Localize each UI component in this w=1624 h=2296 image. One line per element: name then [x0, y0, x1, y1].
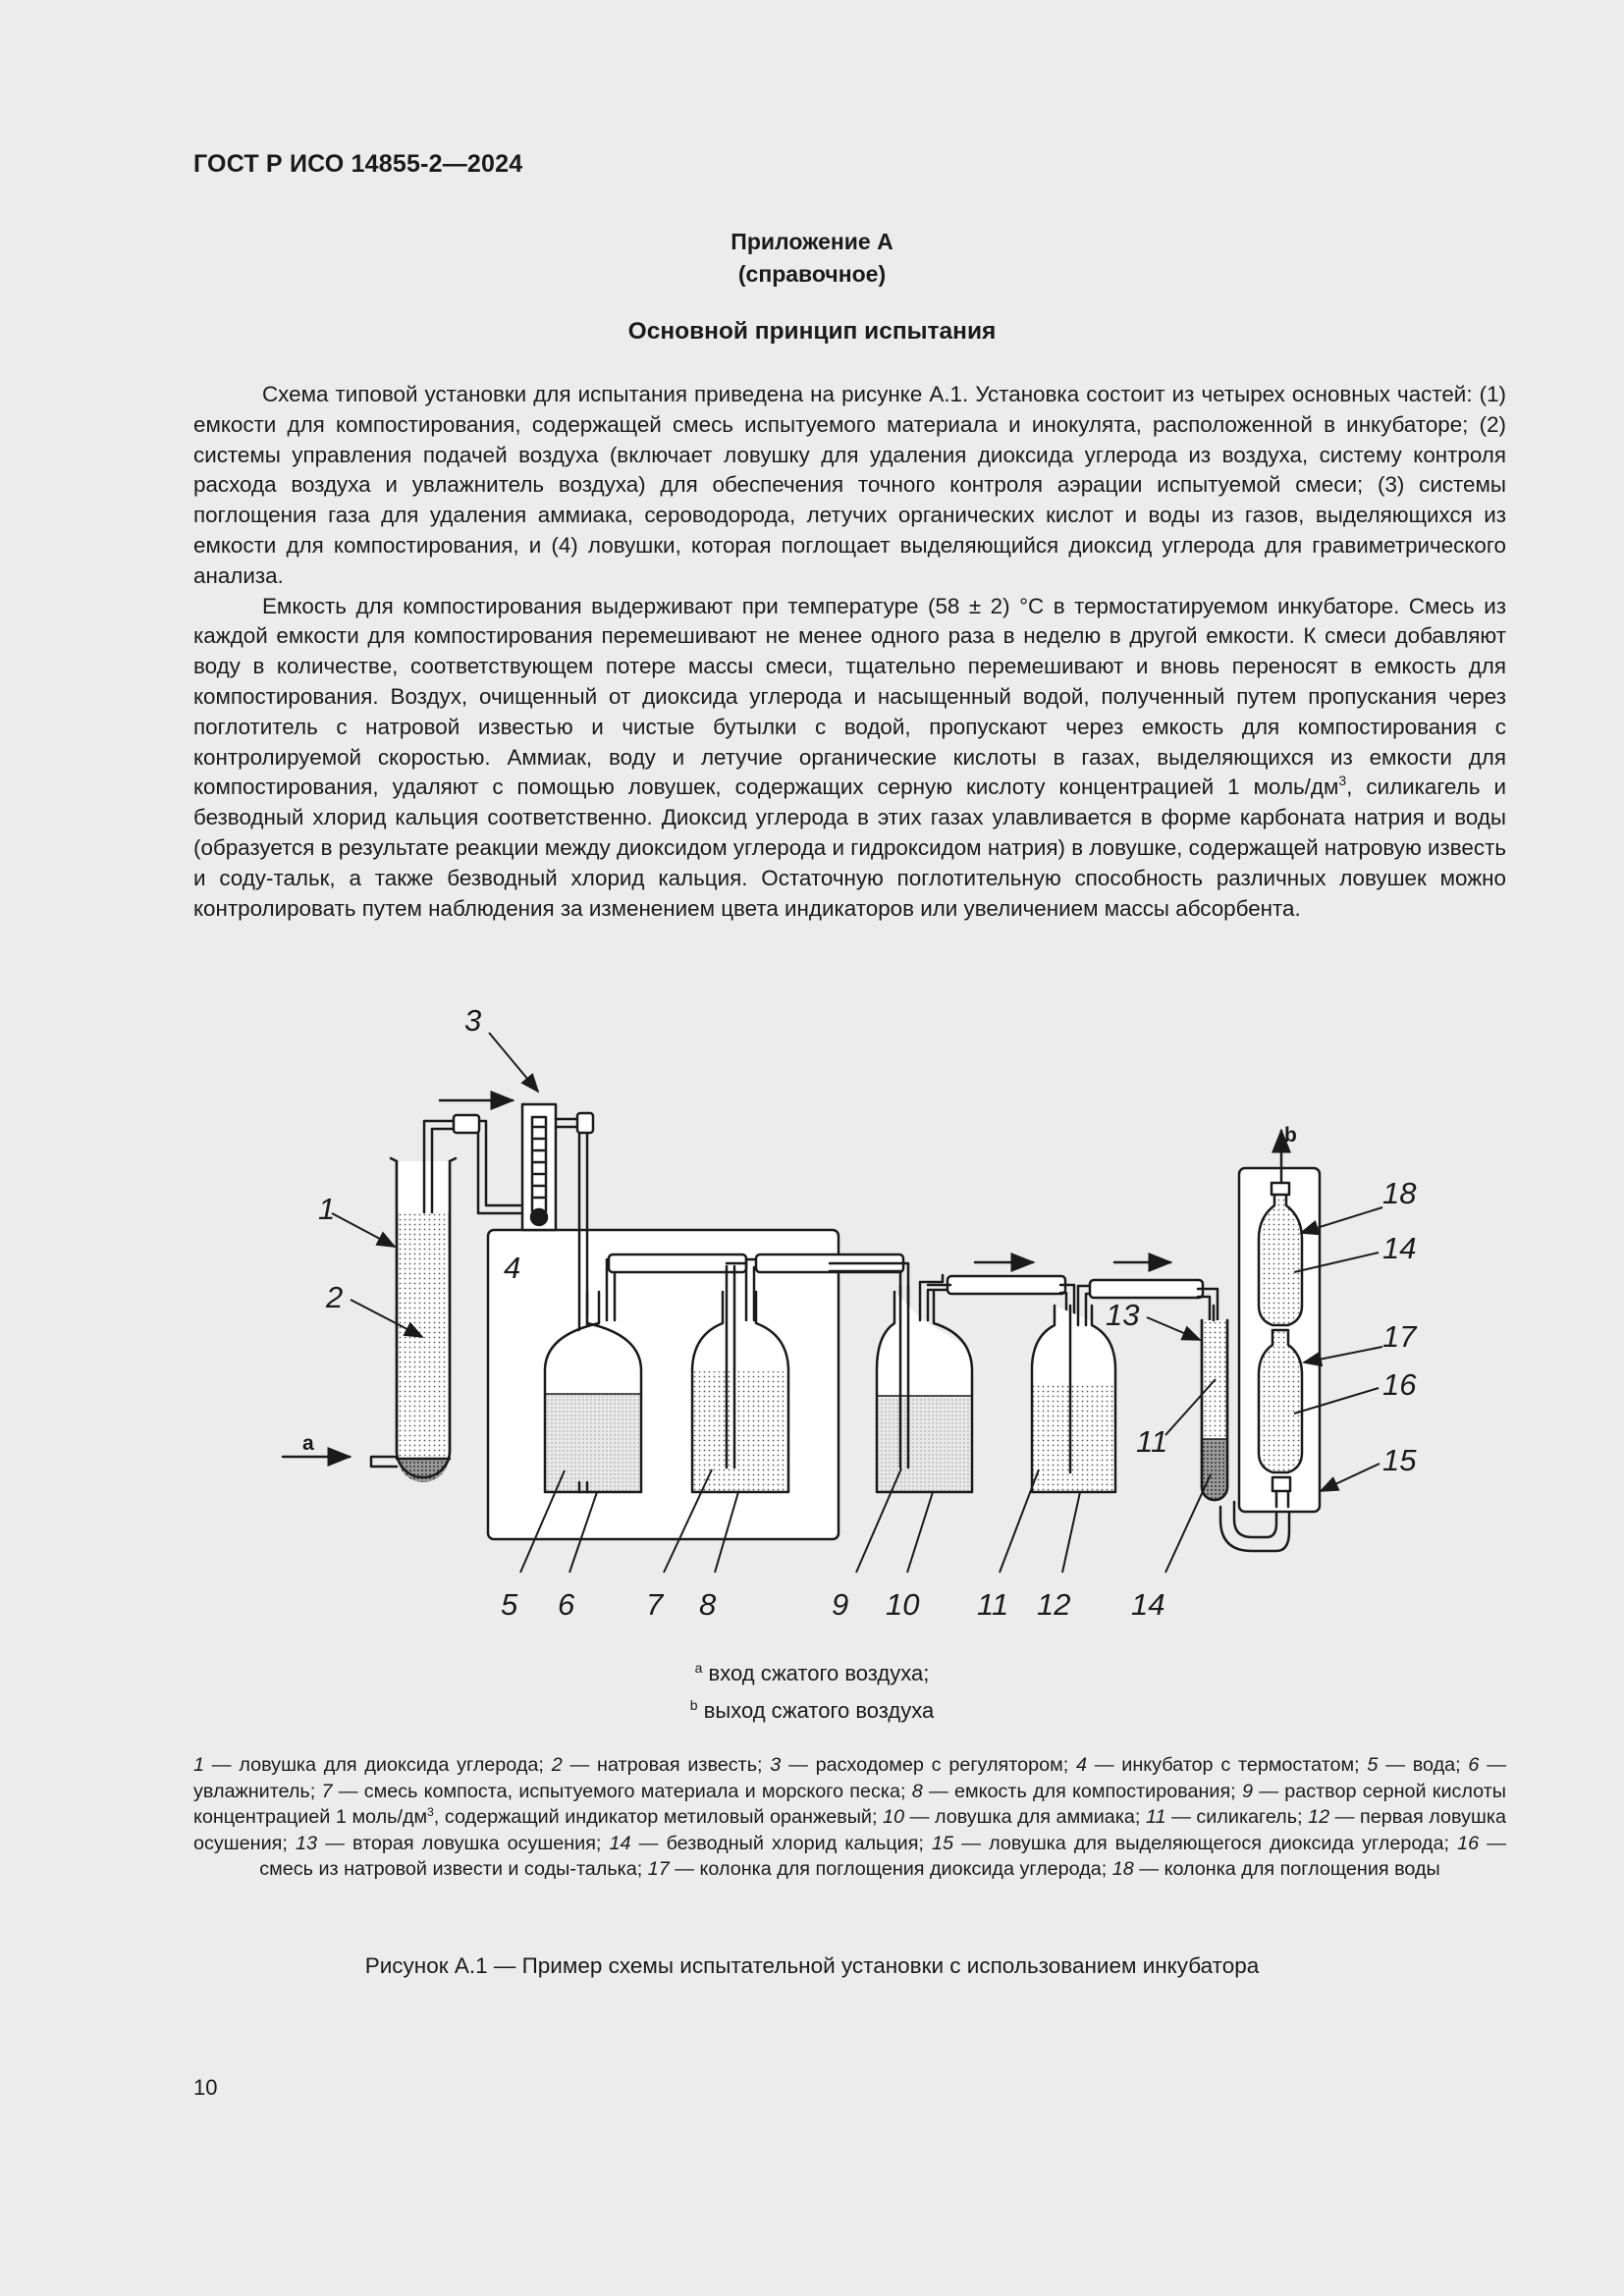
- annex-title: Приложение А: [731, 229, 893, 254]
- first-drying-trap: [1032, 1286, 1115, 1492]
- label-14-column: 14: [1382, 1231, 1417, 1265]
- u-tube: [1220, 1507, 1289, 1551]
- figure-legend: 1 — ловушка для диоксида углерода; 2 — натровая известь; 3 — расходомер с регулятором; 4 — инкубатор с термостатом; 5 — вода; 6 — увлажнитель; 7 — смесь компоста, испытуемого материала и морского песка; 8 — емкость для компостирования; 9 — раствор серной кислоты концентрацией 1 моль/$дм^3$, содержащий индикатор метиловый оранжевый; 10 — ловушка для аммиака; 11 — силикагель; 12 — первая ловушка осушения; 13 — вторая ловушка осушения; 14 — безводный хлорид кальция; 15 — ловушка для выделяющегося диоксида углерода; 16 — смесь из натровой извести и соды-талька; 17 — колонка для поглощения диоксида углерода; 18 — колонка для поглощения воды: [193, 1754, 1507, 1881]
- note-b: $^b$ выход сжатого воздуха: [689, 1697, 935, 1723]
- annex-status: (справочное): [737, 261, 887, 287]
- label-5: 5: [501, 1587, 518, 1622]
- label-flow-in: a: [302, 1432, 314, 1455]
- label-4: 4: [504, 1251, 521, 1285]
- label-9: 9: [832, 1587, 849, 1622]
- figure-caption: Рисунок А.1 — Пример схемы испытательной установки с использованием инкубатора: [364, 1953, 1260, 1978]
- note-a: $^a$ вход сжатого воздуха;: [694, 1660, 930, 1685]
- label-16: 16: [1382, 1367, 1417, 1402]
- page-number: 10: [193, 2075, 218, 2100]
- label-18: 18: [1382, 1176, 1417, 1210]
- label-10: 10: [886, 1587, 920, 1622]
- label-12: 12: [1037, 1587, 1071, 1622]
- label-6: 6: [558, 1587, 575, 1622]
- label-17: 17: [1382, 1319, 1417, 1354]
- paragraph-2: Емкость для компостирования выдерживают при температуре (58 ± 2) °C в термостатируемом инкубаторе. Смесь из каждой емкости для компостирования перемешивают не менее одного раза в неделю в другой емкости. К смеси добавляют воду в количестве, соответствующем потере массы смеси, тщательно перемешивают и вновь переносят в емкость для компостирования. Воздух, очищенный от диоксида углерода и насыщенный водой, полученный путем пропускания через поглотитель с натровой известью и чистые бутылки с водой, пропускают через емкость для компостирования с контролируемой скоростью. Аммиак, воду и летучие органические кислоты в газах, выделяющихся из емкости для компостирования, удаляют с помощью ловушек, содержащих серную кислоту концентрацией 1 моль/$дм^3$, силикагель и безводный хлорид кальция соответственно. Диоксид углерода в этих газах улавливается в форме карбоната натрия и воды (образуется в результате реакции между диоксидом углерода и гидроксидом натрия) в ловушке, содержащей натровую известь и соду-тальк, а также безводный хлорид кальция. Остаточную поглотительную способность различных ловушек можно контролировать путем наблюдения за изменением цвета индикаторов или увеличением массы абсорбента.: [193, 593, 1506, 921]
- section-title: Основной принцип испытания: [627, 318, 997, 345]
- label-14-tube: 14: [1131, 1587, 1165, 1622]
- ammonia-trap-bottle: [877, 1275, 972, 1492]
- figure-notes: [0, 1655, 1624, 1730]
- label-2: 2: [326, 1280, 344, 1314]
- label-11-tube: 11: [1136, 1424, 1168, 1459]
- co2-trap-tube: [371, 1158, 456, 1482]
- label-13: 13: [1106, 1298, 1140, 1332]
- second-drying-trap: [1202, 1306, 1227, 1500]
- label-flow-out: b: [1284, 1124, 1297, 1147]
- label-8: 8: [699, 1587, 717, 1622]
- label-7: 7: [646, 1587, 664, 1622]
- document-id: ГОСТ Р ИСО 14855-2—2024: [193, 150, 523, 178]
- co2-absorption-assembly: [1239, 1168, 1320, 1512]
- label-3: 3: [464, 1003, 482, 1038]
- label-11: 11: [977, 1587, 1009, 1622]
- label-15: 15: [1382, 1443, 1417, 1477]
- label-1: 1: [318, 1192, 336, 1226]
- paragraph-1: Схема типовой установки для испытания приведена на рисунке А.1. Установка состоит из четырех основных частей: (1) емкости для компостирования, содержащей смесь испытуемого материала и инокулята, расположенной в инкубаторе; (2) системы управления подачей воздуха (включает ловушку для удаления диоксида углерода из воздуха, систему контроля расхода воздуха и увлажнитель воздуха) для обеспечения точного контроля аэрации испытуемой смеси; (3) системы поглощения газа для удаления аммиака, сероводорода, летучих органических кислот и воды из газов, выделяющихся из емкости для компостирования, и (4) ловушки, которая поглощает выделяющийся диоксид углерода для гравиметрического анализа.: [193, 382, 1506, 588]
